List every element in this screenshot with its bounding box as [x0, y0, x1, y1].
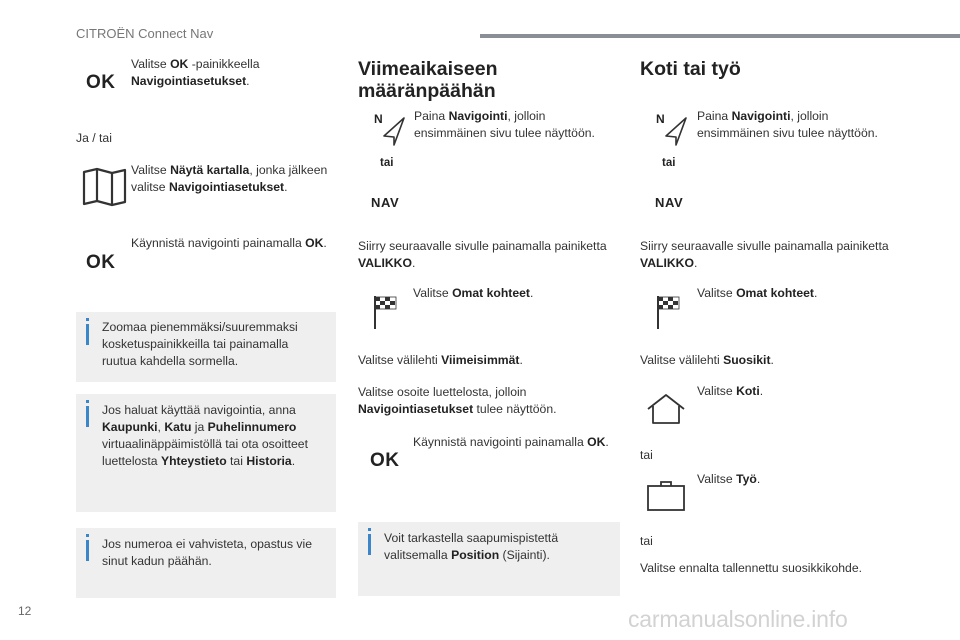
- step-next-page: Siirry seuraavalle sivulle painamalla painiketta VALIKKO.: [358, 239, 607, 270]
- note-zoom-text: Zoomaa pienemmäksi/suuremmaksi kosketuspainikkeilla tai painamalla ruutua kahdella sormella.: [102, 320, 298, 368]
- or-label: tai: [640, 448, 653, 462]
- nav-button-icon: NAV: [655, 195, 684, 210]
- step-select-tab-recent: Valitse välilehti Viimeisimmät.: [358, 353, 523, 367]
- header-title: CITROËN Connect Nav: [76, 26, 214, 41]
- section-heading-home-work: Koti tai työ: [640, 58, 741, 80]
- step-start-navigation: Käynnistä navigointi painamalla OK.: [131, 236, 327, 250]
- home-icon: [645, 392, 687, 426]
- step-select-tab-favorites: Valitse välilehti Suosikit.: [640, 353, 774, 367]
- note-address-text: Jos haluat käyttää navigointia, anna Kaupunki, Katu ja Puhelinnumero virtuaalinäppäimistöllä tai ota osoitteet luettelosta Yhteystieto tai Historia.: [102, 403, 308, 468]
- step-select-saved-favorite: Valitse ennalta tallennettu suosikkikohde.: [640, 561, 862, 575]
- step-select-work: Valitse Työ.: [697, 472, 761, 486]
- note-address-entry: [76, 394, 336, 512]
- map-icon: [80, 167, 130, 207]
- ok-icon: OK: [370, 450, 400, 471]
- or-label: tai: [662, 157, 676, 169]
- info-icon: [86, 318, 89, 321]
- note-zoom: [76, 312, 336, 382]
- step-select-ok: Valitse OK -painikkeella Navigointiasetukset.: [131, 57, 260, 88]
- page-number: 12: [18, 604, 32, 618]
- note-unconfirmed-number: [76, 528, 336, 598]
- nav-button-icon: NAV: [371, 195, 400, 210]
- step-press-navigation: Paina Navigointi, jolloin ensimmäinen sivu tulee näyttöön.: [697, 109, 878, 140]
- step-show-on-map: Valitse Näytä kartalla, jonka jälkeen valitse Navigointiasetukset.: [131, 163, 328, 194]
- ok-icon: OK: [86, 72, 116, 93]
- watermark: carmanualsonline.info: [628, 606, 848, 632]
- navigation-icon: N: [372, 112, 406, 146]
- navigation-icon: N: [654, 112, 688, 146]
- step-select-address: Valitse osoite luettelosta, jolloin Navigointiasetukset tulee näyttöön.: [358, 385, 557, 416]
- checkered-flag-icon: [372, 294, 400, 330]
- note-arrival-text: Voit tarkastella saapumispistettä valitsemalla Position (Sijainti).: [384, 531, 559, 562]
- step-select-targets: Valitse Omat kohteet.: [413, 286, 534, 300]
- or-label: tai: [640, 534, 653, 548]
- step-next-page: Siirry seuraavalle sivulle painamalla painiketta VALIKKO.: [640, 239, 889, 270]
- briefcase-icon: [645, 478, 687, 512]
- ok-icon: OK: [86, 252, 116, 273]
- note-arrival-point: [358, 522, 620, 596]
- step-select-home: Valitse Koti.: [697, 384, 764, 398]
- section-heading-recent: Viimeaikaiseen määränpäähän: [358, 58, 498, 102]
- info-icon: [86, 534, 89, 537]
- or-label: tai: [380, 157, 394, 169]
- info-icon: [368, 528, 371, 531]
- ja-tai-label: Ja / tai: [76, 131, 112, 145]
- step-press-navigation: Paina Navigointi, jolloin ensimmäinen sivu tulee näyttöön.: [414, 109, 595, 140]
- step-select-targets: Valitse Omat kohteet.: [697, 286, 818, 300]
- checkered-flag-icon: [655, 294, 683, 330]
- info-icon: [86, 400, 89, 403]
- header-bar: [480, 34, 960, 38]
- note-unconfirmed-text: Jos numeroa ei vahvisteta, opastus vie sinut kadun päähän.: [102, 537, 313, 568]
- step-start-navigation: Käynnistä navigointi painamalla OK.: [413, 435, 609, 449]
